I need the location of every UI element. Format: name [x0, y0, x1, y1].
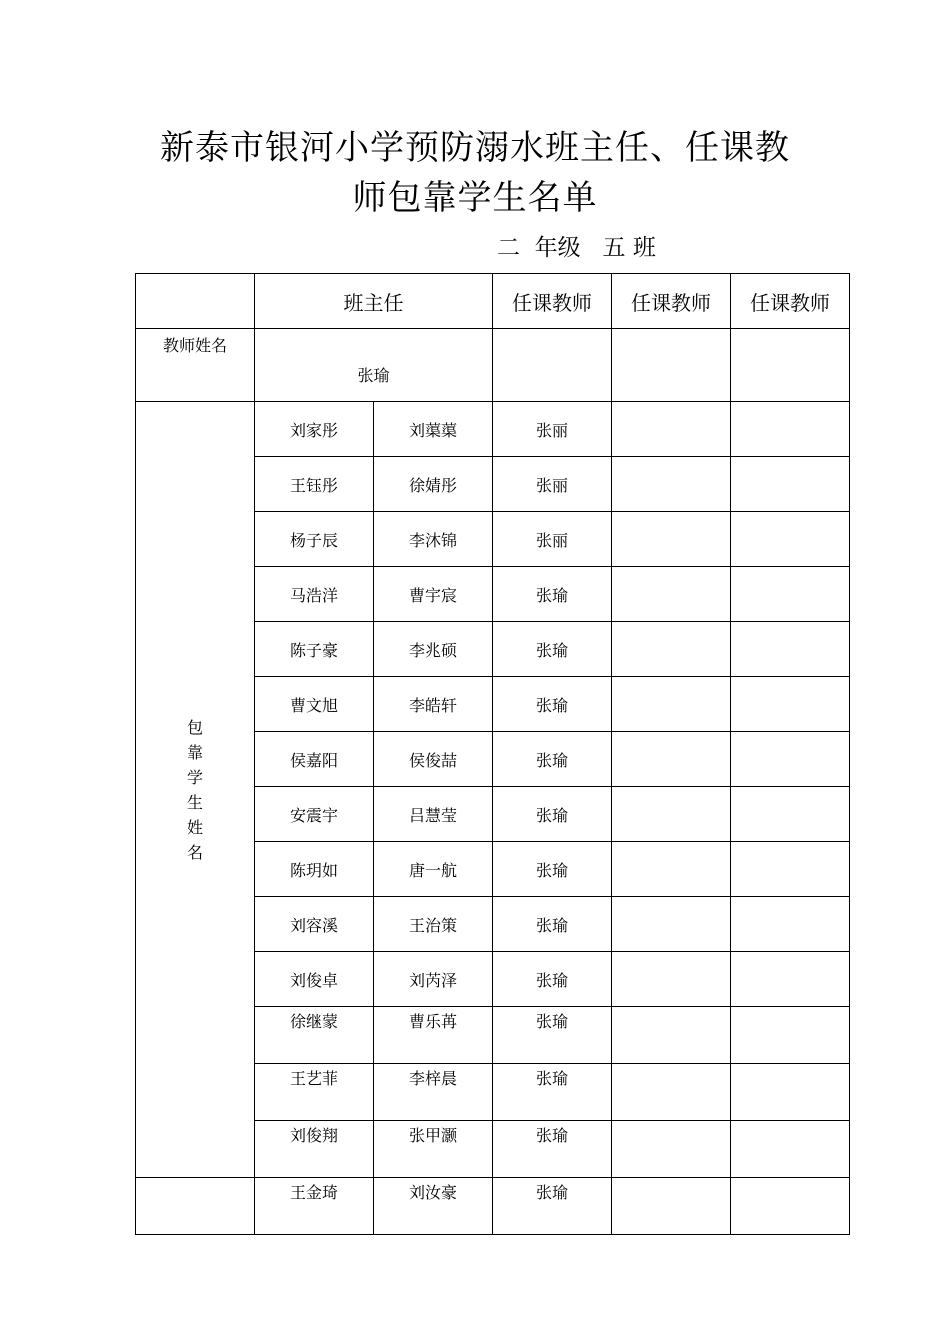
student-names-label-char: 生: [186, 792, 203, 812]
assigned-teacher: 张瑜: [493, 842, 612, 897]
student-name-1: 侯嘉阳: [255, 732, 374, 787]
empty-cell: [612, 787, 731, 842]
assigned-teacher: 张瑜: [493, 732, 612, 787]
student-names-label-char: 学: [186, 767, 203, 787]
header-subject-teacher-3: 任课教师: [731, 274, 850, 329]
student-row: [136, 402, 850, 457]
header-subject-teacher-1: 任课教师: [493, 274, 612, 329]
empty-cell: [731, 952, 850, 1007]
student-name-2: 刘汝豪: [374, 1178, 493, 1235]
empty-cell: [612, 1064, 731, 1121]
student-name-2: 李兆硕: [374, 622, 493, 677]
empty-cell: [612, 732, 731, 787]
empty-cell: [612, 457, 731, 512]
empty-cell: [612, 897, 731, 952]
assigned-teacher: 张瑜: [493, 567, 612, 622]
student-names-label-char: 名: [186, 842, 203, 862]
empty-cell: [612, 622, 731, 677]
assigned-teacher: 张瑜: [493, 677, 612, 732]
assigned-teacher: 张瑜: [493, 952, 612, 1007]
student-name-1: 陈玥如: [255, 842, 374, 897]
grade-class-subtitle: 二 年级 五 班: [497, 235, 656, 261]
empty-cell: [612, 512, 731, 567]
empty-cell: [731, 1064, 850, 1121]
document-title-line-2: 师包靠学生名单: [352, 178, 598, 218]
student-name-2: 李梓晨: [374, 1064, 493, 1121]
student-names-label-char: 靠: [186, 742, 203, 762]
student-names-label: [136, 402, 255, 1178]
teacher-name-row: [136, 329, 850, 402]
student-name-2: 徐婧彤: [374, 457, 493, 512]
assigned-teacher: 张瑜: [493, 1121, 612, 1178]
assigned-teacher: 张丽: [493, 457, 612, 512]
student-name-1: 刘容溪: [255, 897, 374, 952]
assigned-teacher: 张丽: [493, 402, 612, 457]
empty-cell: [731, 1178, 850, 1235]
empty-cell: [731, 787, 850, 842]
student-name-1: 徐继蒙: [255, 1007, 374, 1064]
student-row-last: [136, 1178, 850, 1235]
teacher-name-label: 教师姓名: [136, 329, 255, 402]
student-name-1: 王艺菲: [255, 1064, 374, 1121]
empty-cell: [612, 952, 731, 1007]
assigned-teacher: 张瑜: [493, 897, 612, 952]
empty-cell: [731, 457, 850, 512]
student-name-2: 侯俊喆: [374, 732, 493, 787]
student-name-2: 李沐锦: [374, 512, 493, 567]
empty-cell: [731, 622, 850, 677]
empty-cell: [612, 1007, 731, 1064]
header-row: [136, 274, 850, 329]
student-name-1: 杨子辰: [255, 512, 374, 567]
assigned-teacher: 张瑜: [493, 1178, 612, 1235]
empty-cell: [731, 567, 850, 622]
assigned-teacher: 张丽: [493, 512, 612, 567]
assigned-teacher: 张瑜: [493, 1007, 612, 1064]
student-name-1: 马浩洋: [255, 567, 374, 622]
subject-teacher-1-name: [493, 329, 612, 402]
empty-cell: [731, 512, 850, 567]
subject-teacher-2-name: [612, 329, 731, 402]
last-row-label: [136, 1178, 255, 1235]
student-name-2: 曹宇宸: [374, 567, 493, 622]
empty-cell: [731, 842, 850, 897]
student-name-1: 曹文旭: [255, 677, 374, 732]
empty-cell: [612, 842, 731, 897]
subject-teacher-3-name: [731, 329, 850, 402]
empty-cell: [612, 402, 731, 457]
student-name-1: 王钰彤: [255, 457, 374, 512]
student-assignment-table: [135, 273, 850, 1235]
header-head-teacher: 班主任: [255, 274, 493, 329]
empty-cell: [731, 897, 850, 952]
empty-cell: [731, 402, 850, 457]
student-name-1: 刘家彤: [255, 402, 374, 457]
student-name-1: 陈子豪: [255, 622, 374, 677]
student-name-2: 刘芮泽: [374, 952, 493, 1007]
empty-cell: [612, 677, 731, 732]
student-name-2: 张甲灏: [374, 1121, 493, 1178]
student-name-1: 刘俊卓: [255, 952, 374, 1007]
student-name-1: 安震宇: [255, 787, 374, 842]
empty-cell: [612, 1121, 731, 1178]
empty-cell: [731, 1121, 850, 1178]
empty-cell: [731, 677, 850, 732]
student-name-2: 李皓轩: [374, 677, 493, 732]
student-name-1: 刘俊翔: [255, 1121, 374, 1178]
student-name-2: 刘蕖蕖: [374, 402, 493, 457]
document-title-line-1: 新泰市银河小学预防溺水班主任、任课教: [160, 128, 790, 168]
assigned-teacher: 张瑜: [493, 1064, 612, 1121]
student-name-2: 王治策: [374, 897, 493, 952]
head-teacher-name: 张瑜: [255, 329, 493, 402]
empty-cell: [731, 732, 850, 787]
assigned-teacher: 张瑜: [493, 787, 612, 842]
student-name-2: 唐一航: [374, 842, 493, 897]
student-name-2: 吕慧莹: [374, 787, 493, 842]
assigned-teacher: 张瑜: [493, 622, 612, 677]
student-names-label-char: 姓: [186, 817, 203, 837]
header-blank-cell: [136, 274, 255, 329]
empty-cell: [612, 1178, 731, 1235]
empty-cell: [612, 567, 731, 622]
empty-cell: [731, 1007, 850, 1064]
header-subject-teacher-2: 任课教师: [612, 274, 731, 329]
student-names-label-char: 包: [186, 717, 203, 737]
student-name-1: 王金琦: [255, 1178, 374, 1235]
student-name-2: 曹乐苒: [374, 1007, 493, 1064]
